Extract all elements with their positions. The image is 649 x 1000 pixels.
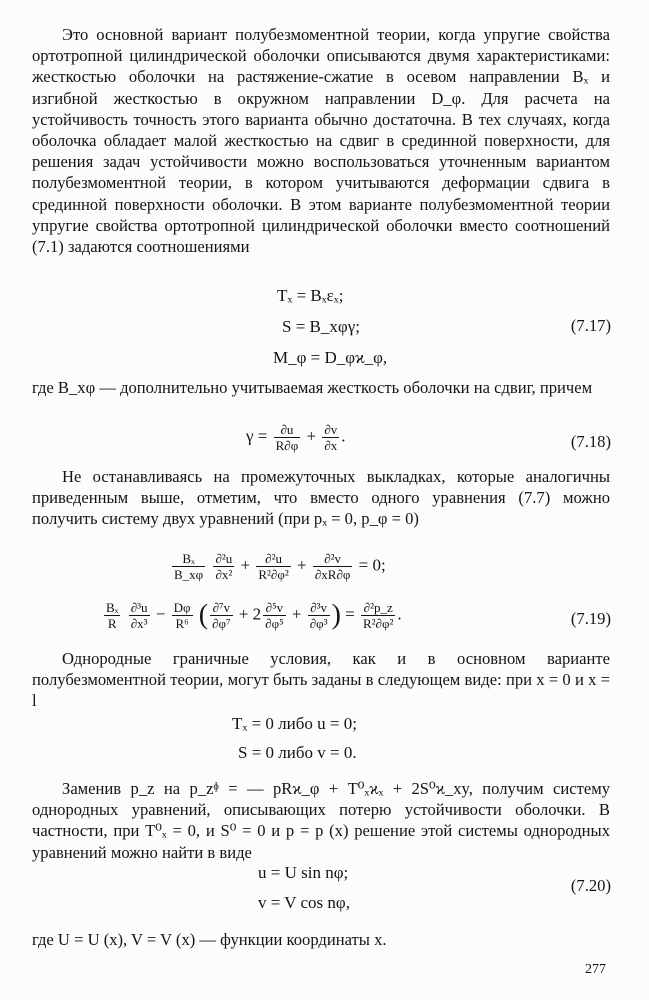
equation-7-18: γ = $\frac{\partial u}{R\partial\varphi}$ + $\frac{\partial v}{\partial x}$ . (246, 422, 346, 453)
equation-number-7-17: (7.17) (570, 316, 611, 335)
equation-7-17-line-1: Tₓ = Bₓεₓ; (277, 286, 344, 305)
fraction: $\frac{\text{∂²u}}{\text{∂x²}}$ (215, 551, 233, 582)
boundary-condition-1: Tₓ = 0 либо u = 0; (232, 714, 357, 733)
fraction: $\frac{\text{∂⁵v}}{\text{∂φ⁵}}$ (265, 600, 284, 631)
equation-7-17-line-2: S = B_xφγ; (282, 317, 360, 336)
paragraph-shear-stiffness: где B_xφ — дополнительно учитываемая жесткость оболочки на сдвиг, причем (32, 378, 593, 397)
boundary-condition-2: S = 0 либо v = 0. (238, 743, 357, 762)
equation-7-20-line-2: v = V cos nφ, (258, 893, 350, 912)
paragraph-substitution: Заменив p_z на p_zᶲ = — pRϰ_φ + T⁰ₓϰₓ + 2S⁰ϰ_xy, получим систему однородных уравнений, описывающих потерю устойчивости оболочки. В частности, при T⁰ₓ = 0, и S⁰ = 0 и p = p (x) решение этой системы однородных уравнений можно найти в виде (32, 779, 610, 862)
fraction: $\frac{\text{∂³u}}{\text{∂x³}}$ (130, 600, 148, 631)
fraction: $\frac{\partial v}{\partial x}$ (324, 422, 338, 453)
fraction: $\frac{\text{Bₓ}}{R}$ (106, 600, 119, 631)
equation-7-17-line-3: M_φ = D_φϰ_φ, (273, 348, 388, 367)
paragraph-functions: где U = U (x), V = V (x) — функции координаты x. (32, 930, 387, 949)
equation-number-7-19: (7.19) (570, 609, 611, 628)
fraction: $\frac{\text{∂²v}}{\partial xR\partial\varphi}$ (314, 551, 351, 582)
equation-7-20-line-1: u = U sin nφ; (258, 863, 349, 882)
fraction: $\frac{\text{∂³v}}{\text{∂φ³}}$ (309, 600, 328, 631)
fraction: $\frac{\text{∂²u}}{\text{R²∂φ²}}$ (258, 551, 289, 582)
equation-7-19-line-1: $\frac{\text{Bₓ}}{B\_x\varphi}$ $\frac{\text{∂²u}}{\text{∂x²}}$ + $\frac{\text{∂²u}}{\text{R²∂φ²}}$ + $\frac{\text{∂²v}}{\partial xR\partial\varphi}$ = 0; (174, 551, 386, 582)
page-number: 277 (585, 962, 606, 977)
paragraph-system-derivation: Не останавливаясь на промежуточных выкладках, которые аналогичны приведенным выше, отметим, что вместо одного уравнения (7.7) можно получить систему двух уравнений (при pₓ = 0, p_φ = 0) (32, 467, 610, 529)
equation-7-19-line-2: $\frac{\text{Bₓ}}{R}$ $\frac{\text{∂³u}}{\text{∂x³}}$ − $\frac{D\varphi}{\text{R⁶}}$ ( $\frac{\text{∂⁷v}}{\text{∂φ⁷}}$ + 2 $\frac{\text{∂⁵v}}{\text{∂φ⁵}}$ + $\frac{\text{∂³v}}{\text{∂φ³}}$ ) = $\frac{\text{∂²p\_z}}{\text{R²∂φ²}}$ . (106, 599, 402, 631)
equation-7-18-lhs: γ = (246, 426, 268, 446)
fraction: $\frac{\partial u}{R\partial\varphi}$ (275, 422, 299, 453)
paragraph-boundary-conditions: Однородные граничные условия, как и в основном варианте полубезмоментной теории, могут быть заданы в следующем виде: при x = 0 и x = l (32, 649, 610, 711)
fraction: $\frac{D\varphi}{\text{R⁶}}$ (173, 600, 191, 631)
paragraph-intro: Это основной вариант полубезмоментной теории, когда упругие свойства ортотропной цилиндрической оболочки описываются двумя характеристиками: жесткостью оболочки на растяжение-сжатие в осевом направлении Bₓ и изгибной жесткостью в окружном направлении D_φ. Для расчета на устойчивость точность этого варианта обычно достаточна. В тех случаях, когда оболочка обладает малой жесткостью на сдвиг в срединной поверхности, для решения задач устойчивости можно воспользоваться уточненным вариантом полубезмоментной теории, в котором учитываются деформации сдвига в срединной поверхности оболочки. В этом варианте полубезмоментной теории упругие свойства ортотропной цилиндрической оболочки вместо соотношений (7.1) задаются соотношениями (32, 25, 610, 257)
fraction: $\frac{\text{∂⁷v}}{\text{∂φ⁷}}$ (212, 600, 231, 631)
fraction: $\frac{\text{Bₓ}}{B\_x\varphi}$ (174, 551, 204, 582)
equation-number-7-20: (7.20) (570, 876, 611, 895)
fraction: $\frac{\text{∂²p\_z}}{\text{R²∂φ²}}$ (362, 600, 394, 631)
equation-number-7-18: (7.18) (570, 432, 611, 451)
